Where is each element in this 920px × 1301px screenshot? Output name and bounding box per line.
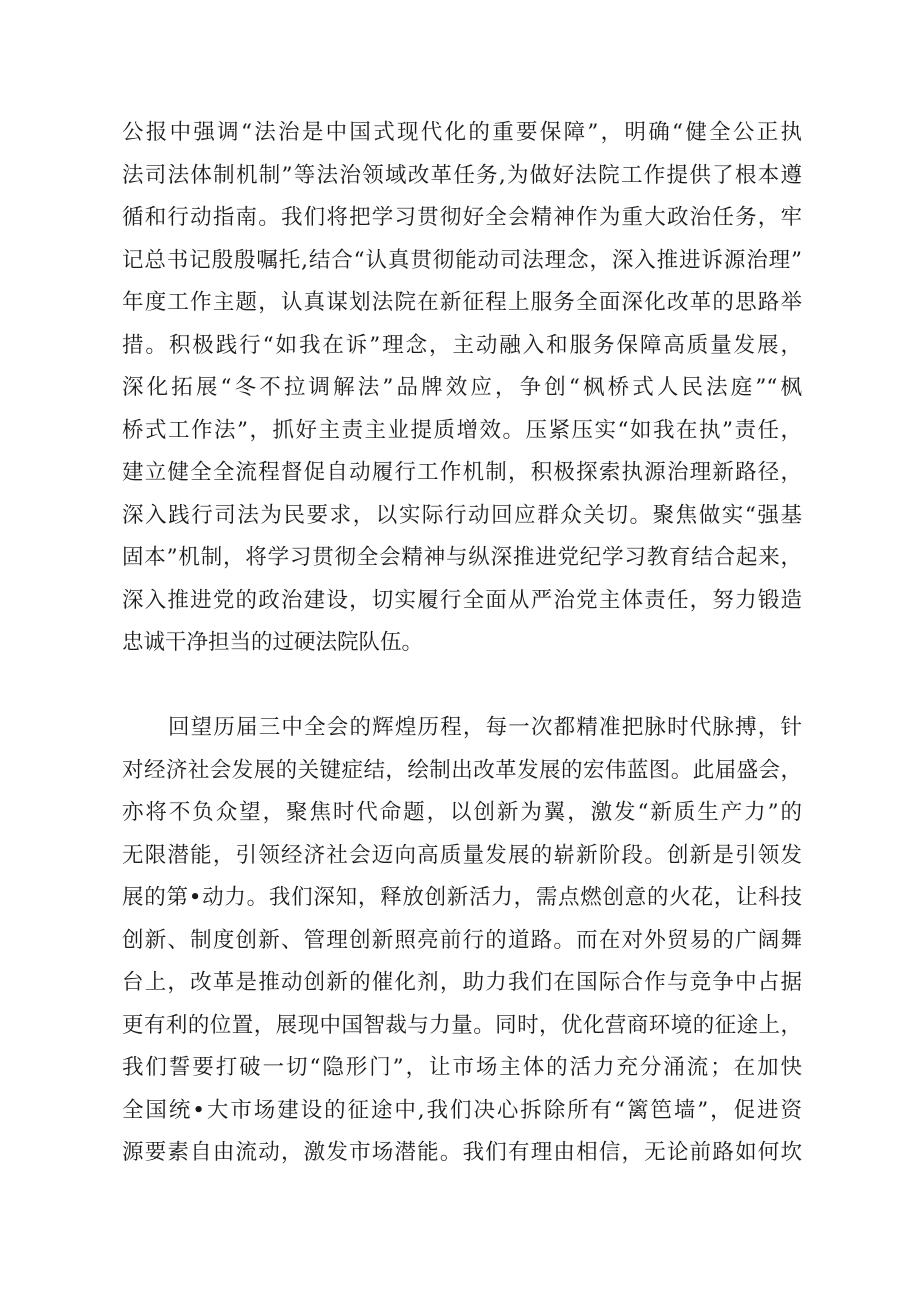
paragraph-1	[122, 112, 802, 665]
text-line: 台上，改革是推动创新的催化剂，助力我们在国际合作与竞争中占据	[122, 970, 802, 995]
text-line: 桥式工作法”，抓好主责主业提质增效。压紧压实“如我在执”责任，	[122, 417, 802, 443]
text-line: 公报中强调“法治是中国式现代化的重要保障”，明确“健全公正执	[122, 120, 802, 145]
text-line: 我们誓要打破一切“隐形门”，让市场主体的活力充分涌流；在加快	[122, 1055, 802, 1080]
text-line: 建立健全全流程督促自动履行工作机制，积极探索执源治理新路径，	[122, 460, 802, 485]
text-line: 无限潜能，引领经济社会迈向高质量发展的崭新阶段。创新是引领发	[122, 842, 802, 868]
text-line: 亦将不负众望，聚焦时代命题，以创新为翼，激发“新质生产力”的	[122, 800, 802, 825]
text-line: 全国统•大市场建设的征途中,我们决心拆除所有“篱笆墙”，促进资	[122, 1097, 802, 1123]
text-line: 展的第•动力。我们深知，释放创新活力，需点燃创意的火花，让科技	[122, 885, 802, 910]
text-line: 法司法体制机制”等法治领域改革任务,为做好法院工作提供了根本遵	[122, 162, 802, 188]
paragraph-2	[122, 707, 802, 1175]
text-line: 源要素自由流动，激发市场潜能。我们有理由相信，无论前路如何坎	[122, 1140, 802, 1165]
text-line: 深化拓展“冬不拉调解法”品牌效应，争创“枫桥式人民法庭”“枫	[122, 375, 802, 400]
text-line: 固本”机制，将学习贯彻全会精神与纵深推进党纪学习教育结合起来，	[122, 545, 802, 570]
text-line: 更有利的位置，展现中国智裁与力量。同时，优化营商环境的征途上，	[122, 1012, 802, 1038]
text-line: 年度工作主题，认真谋划法院在新征程上服务全面深化改革的思路举	[122, 290, 802, 315]
text-line: 措。积极践行“如我在诉”理念，主动融入和服务保障高质量发展，	[122, 332, 802, 358]
text-line: 忠诚干净担当的过硬法院队伍。	[122, 630, 424, 655]
text-line: 深入推进党的政治建设，切实履行全面从严治党主体责任，努力锻造	[122, 587, 802, 613]
text-line: 深入践行司法为民要求，以实际行动回应群众关切。聚焦做实“强基	[122, 502, 802, 528]
text-line: 循和行动指南。我们将把学习贯彻好全会精神作为重大政治任务，牢	[122, 205, 802, 230]
text-line: 回望历届三中全会的辉煌历程，每一次都精准把脉时代脉搏，针	[168, 715, 802, 740]
text-line: 记总书记殷殷嘱托,结合“认真贯彻能动司法理念，深入推进诉源治理”	[122, 247, 802, 273]
text-line: 对经济社会发展的关键症结，绘制出改革发展的宏伟蓝图。此届盛会，	[122, 757, 802, 783]
text-line: 创新、制度创新、管理创新照亮前行的道路。而在对外贸易的广阔舞	[122, 927, 802, 953]
